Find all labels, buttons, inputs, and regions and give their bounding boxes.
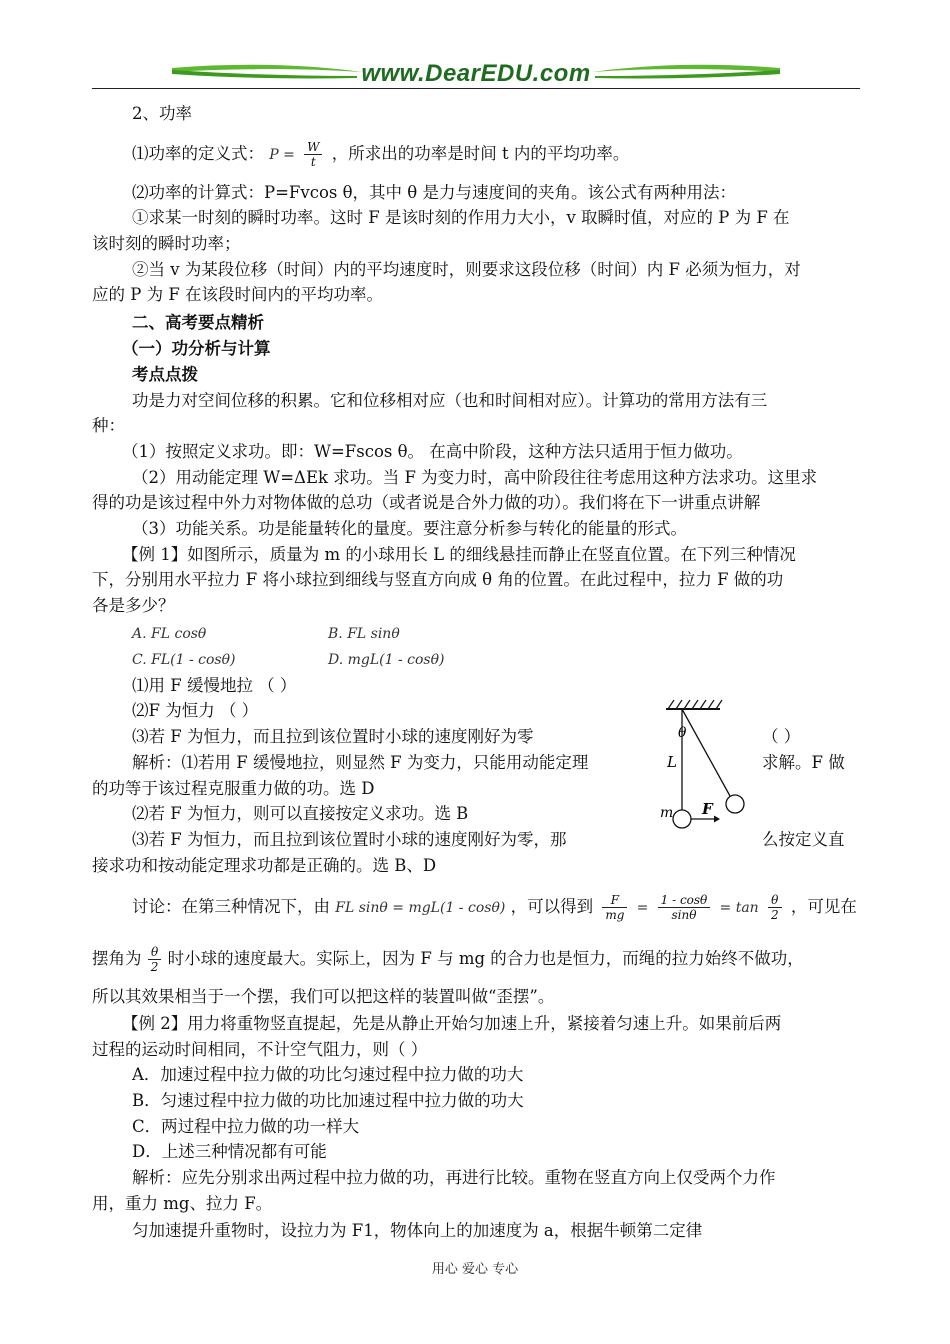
- text-line: （2）用动能定理 W=ΔEk 求功。当 F 为变力时，高中阶段往往考虑用这种方法求功。这里求: [132, 468, 818, 487]
- text-line: 么按定义直: [762, 830, 845, 849]
- text-fragment: ，所求出的功率是时间 t 内的平均功率。: [331, 144, 630, 163]
- section-heading: 二、高考要点精析: [132, 313, 264, 332]
- answer-option: A．加速过程中拉力做的功比匀速过程中拉力做的功大: [132, 1065, 524, 1084]
- formula-cos-over-sin: [658, 893, 711, 922]
- text-line: ⑶若 F 为恒力，而且拉到该位置时小球的速度刚好为零，那: [132, 830, 567, 849]
- text-line: ⑶若 F 为恒力，而且拉到该位置时小球的速度刚好为零: [132, 727, 534, 746]
- page-header: [92, 56, 860, 96]
- theta-label: θ: [678, 725, 687, 741]
- text-fragment: 讨论：在第三种情况下，由: [132, 897, 330, 916]
- fraction-denominator: sinθ: [671, 908, 697, 922]
- force-label: F: [702, 800, 713, 818]
- subsection-heading: 考点点拨: [132, 365, 198, 384]
- equals-sign: =: [636, 900, 649, 916]
- text-line: ⑵功率的计算式：P=Fvcos θ，其中 θ 是力与速度间的夹角。该公式有两种用法：: [132, 183, 736, 202]
- pendulum-figure: [662, 697, 762, 837]
- text-line: 得的功是该过程中外力对物体做的总功（或者说是合外力做的功）。我们将在下一讲重点讲解: [92, 493, 761, 512]
- site-logo: www.DearEDU.com: [361, 60, 591, 87]
- formula-energy-equation: FL sinθ = mgL(1 - cosθ): [335, 900, 506, 916]
- option-c: C. FL(1 - cosθ): [132, 652, 236, 668]
- mass-label: m: [660, 805, 674, 821]
- ceiling-hatching: [668, 700, 722, 709]
- text-line: 种：: [92, 416, 125, 435]
- length-label: L: [667, 753, 677, 771]
- text-line: 【例 2】用力将重物竖直提起，先是从静止开始匀加速上升，紧接着匀速上升。如果前后两: [122, 1014, 782, 1033]
- text-fragment: ，可以得到: [510, 897, 594, 916]
- fraction-numerator: θ: [768, 893, 782, 908]
- text-fragment: 摆角为: [92, 949, 142, 968]
- text-line: 解析：⑴若用 F 缓慢地拉，则显然 F 为变力，只能用动能定理: [132, 753, 589, 772]
- page-footer: 用心 爱心 专心: [431, 1262, 519, 1277]
- text-fragment: ⑴功率的定义式：: [132, 144, 264, 163]
- text-line: （ ）: [762, 727, 801, 746]
- text-line: ②当 v 为某段位移（时间）内的平均速度时，则要求这段位移（时间）内 F 必须为恒力，对: [132, 260, 801, 279]
- formula-power-lhs: P =: [269, 147, 295, 163]
- fraction-denominator: t: [310, 155, 316, 169]
- answer-option: B．匀速过程中拉力做的功比加速过程中拉力做的功大: [132, 1091, 524, 1110]
- text-line: 匀加速提升重物时，设拉力为 F1，物体向上的加速度为 a，根据牛顿第二定律: [132, 1221, 703, 1240]
- text-line: （3）功能关系。功是能量转化的量度。要注意分析参与转化的能量的形式。: [132, 519, 687, 538]
- text-line: 的功等于该过程克服重力做的功。选 D: [92, 779, 375, 798]
- text-line: ⑴用 F 缓慢地拉 （ ）: [132, 676, 297, 695]
- deflected-string: [682, 709, 730, 796]
- formula-half-theta: [768, 893, 782, 922]
- text-line: 各是多少？: [92, 596, 175, 615]
- ball-final: [726, 795, 744, 813]
- text-line: （1）按照定义求功。即：W=Fscos θ。 在高中阶段，这种方法只适用于恒力做功。: [122, 442, 743, 461]
- formula-f-over-mg: [602, 893, 627, 922]
- fraction-denominator: 2: [150, 960, 159, 974]
- fraction-numerator: W: [304, 140, 322, 155]
- formula-w-over-t: [304, 140, 322, 169]
- fraction-numerator: 1 - cosθ: [658, 893, 711, 908]
- text-line: 2、功率: [132, 104, 192, 123]
- text-line: [132, 140, 629, 169]
- option-a: A. FL cosθ: [132, 626, 207, 642]
- text-line: 过程的运动时间相同，不计空气阻力，则（ ）: [92, 1040, 428, 1059]
- answer-option: C．两过程中拉力做的功一样大: [132, 1117, 360, 1136]
- text-line: ⑵F 为恒力 （ ）: [132, 701, 259, 720]
- text-line: 功是力对空间位移的积累。它和位移相对应（也和时间相对应）。计算功的常用方法有三: [132, 391, 768, 410]
- text-line: 【例 1】如图所示，质量为 m 的小球用长 L 的细线悬挂而静止在竖直位置。在下列三种情况: [122, 545, 796, 564]
- answer-option: D．上述三种情况都有可能: [132, 1142, 327, 1161]
- text-line: ⑵若 F 为恒力，则可以直接按定义求功。选 B: [132, 804, 469, 823]
- fraction-denominator: mg: [605, 908, 625, 922]
- fraction-denominator: 2: [770, 908, 779, 922]
- formula-tan: = tan: [719, 900, 759, 916]
- header-rule: [92, 88, 860, 89]
- ball-initial: [673, 810, 691, 828]
- text-fragment: ，可见在: [790, 897, 857, 916]
- text-line: [92, 945, 804, 974]
- text-line: [132, 893, 857, 922]
- formula-half-theta-inline: [148, 945, 162, 974]
- text-line: 应的 P 为 F 在该段时间内的平均功率。: [92, 285, 384, 304]
- text-line: 解析：应先分别求出两过程中拉力做的功，再进行比较。重物在竖直方向上仅受两个力作: [132, 1168, 776, 1187]
- text-line: 接求功和按动能定理求功都是正确的。选 B、D: [92, 856, 437, 875]
- fraction-numerator: F: [602, 893, 627, 908]
- force-arrowhead: [714, 816, 720, 823]
- text-line: 用，重力 mg、拉力 F。: [92, 1194, 273, 1213]
- subsection-heading: （一）功分析与计算: [122, 339, 271, 358]
- text-line: ①求某一时刻的瞬时功率。这时 F 是该时刻的作用力大小，v 取瞬时值，对应的 P 为 F 在: [132, 208, 790, 227]
- text-fragment: 时小球的速度最大。实际上，因为 F 与 mg 的合力也是恒力，而绳的拉力始终不做功，: [167, 949, 804, 968]
- option-d: D. mgL(1 - cosθ): [328, 652, 445, 668]
- text-line: 该时刻的瞬时功率；: [92, 234, 241, 253]
- text-line: 下，分别用水平拉力 F 将小球拉到细线与竖直方向成 θ 角的位置。在此过程中，拉力 F 做的功: [92, 570, 784, 589]
- option-b: B. FL sinθ: [328, 626, 400, 642]
- text-line: 求解。F 做: [762, 753, 845, 772]
- text-line: 所以其效果相当于一个摆，我们可以把这样的装置叫做“歪摆”。: [92, 987, 555, 1006]
- fraction-numerator: θ: [148, 945, 162, 960]
